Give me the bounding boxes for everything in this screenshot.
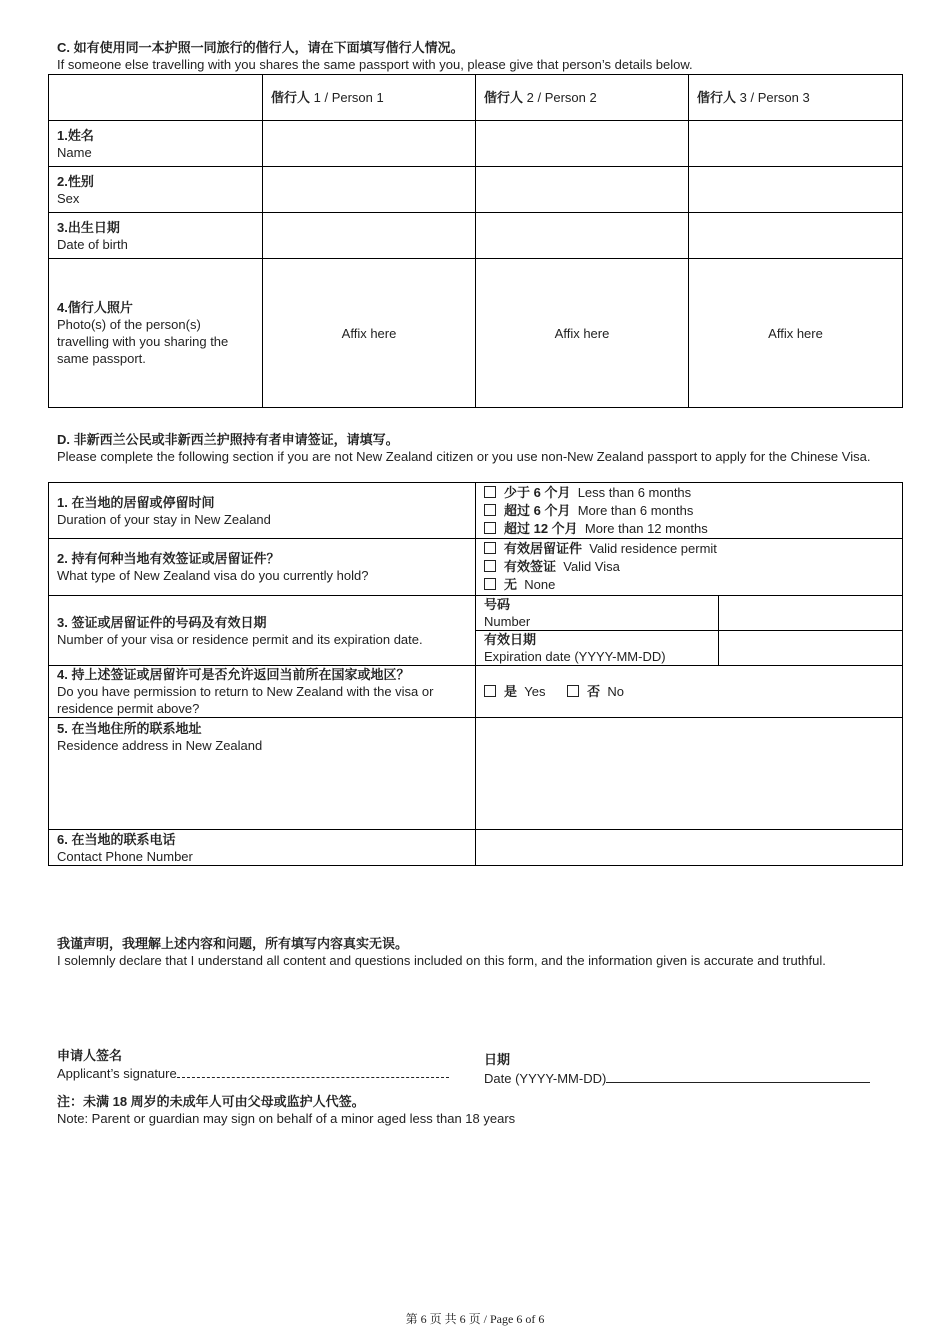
section-d-title-cn: D. 非新西兰公民或非新西兰护照持有者申请签证，请填写。 (57, 432, 399, 447)
dob-person-1-field[interactable] (263, 213, 476, 259)
signature-label-en: Applicant’s signature (57, 1066, 177, 1081)
date-line-row (484, 1070, 870, 1087)
checkbox[interactable] (484, 486, 496, 498)
sex-person-3-field[interactable] (689, 167, 903, 213)
row-dob (49, 213, 903, 259)
residence-table (48, 482, 903, 866)
page-footer: 第 6 页 共 6 页 / Page 6 of 6 (405, 1312, 545, 1326)
checkbox[interactable] (484, 504, 496, 516)
declaration-cn: 我谨声明，我理解上述内容和问题，所有填写内容真实无误。 (57, 936, 409, 951)
q5-address-field[interactable] (476, 718, 903, 830)
row-label: 2.性别 Sex (49, 167, 263, 213)
signature-line-row (57, 1065, 449, 1082)
row-photo (49, 259, 903, 408)
q1-option-less-6[interactable]: 少于 6 个月 Less than 6 months (484, 484, 894, 502)
section-c-title-cn: C. 如有使用同一本护照一同旅行的偕行人，请在下面填写偕行人情况。 (57, 40, 464, 55)
header-person-3: 偕行人 3 / Person 3 (689, 75, 903, 121)
photo-person-3-slot[interactable]: Affix here (689, 259, 903, 408)
row-label: 4.偕行人照片 Photo(s) of the person(s) travelling with you sharing the same passport. (49, 259, 263, 408)
note-cn: 注：未满 18 周岁的未成年人可由父母或监护人代签。 (57, 1094, 365, 1109)
q4-options (476, 666, 903, 718)
q1-label: 1. 在当地的居留或停留时间 Duration of your stay in New Zealand (49, 483, 476, 539)
companion-table (48, 74, 903, 408)
q2-option-none[interactable]: 无 None (484, 576, 894, 594)
q2-option-residence-permit[interactable]: 有效居留证件 Valid residence permit (484, 540, 894, 558)
checkbox[interactable] (484, 542, 496, 554)
note-en: Note: Parent or guardian may sign on behalf of a minor aged less than 18 years (57, 1111, 516, 1126)
name-person-3-field[interactable] (689, 121, 903, 167)
row-sex (49, 167, 903, 213)
q1-option-more-12[interactable]: 超过 12 个月 More than 12 months (484, 520, 894, 538)
q3-expiry-label: 有效日期 Expiration date (YYYY-MM-DD) (476, 631, 719, 666)
q3-number-label: 号码 Number (476, 596, 719, 631)
photo-person-2-slot[interactable]: Affix here (476, 259, 689, 408)
dob-person-2-field[interactable] (476, 213, 689, 259)
checkbox[interactable] (484, 578, 496, 590)
q4-option-no[interactable]: 否 No (567, 684, 624, 699)
q6-phone-field[interactable] (476, 830, 903, 866)
date-line[interactable] (606, 1070, 870, 1083)
signature-label-cn: 申请人签名 (57, 1048, 123, 1063)
signature-line[interactable] (177, 1065, 449, 1078)
section-d-title-en: Please complete the following section if you are not New Zealand citizen or you use non-New Zealand passport to apply for the Chinese Visa. (57, 449, 871, 464)
sex-person-1-field[interactable] (263, 167, 476, 213)
checkbox[interactable] (484, 685, 496, 697)
date-label-cn: 日期 (484, 1052, 511, 1067)
header-person-1: 偕行人 1 / Person 1 (263, 75, 476, 121)
q4-label: 4. 持上述签证或居留许可是否允许返回当前所在国家或地区？ Do you have permission to return to New Zealand with the visa or residence permit above? (49, 666, 476, 718)
name-person-1-field[interactable] (263, 121, 476, 167)
dob-person-3-field[interactable] (689, 213, 903, 259)
date-label-en: Date (YYYY-MM-DD) (484, 1071, 607, 1086)
sex-person-2-field[interactable] (476, 167, 689, 213)
q3-label: 3. 签证或居留证件的号码及有效日期 Number of your visa or residence permit and its expiration date. (49, 596, 476, 666)
q2-label: 2. 持有何种当地有效签证或居留证件？ What type of New Zealand visa do you currently hold? (49, 539, 476, 596)
q3-number-field[interactable] (719, 596, 903, 631)
header-person-2: 偕行人 2 / Person 2 (476, 75, 689, 121)
photo-person-1-slot[interactable]: Affix here (263, 259, 476, 408)
header-blank-cell (49, 75, 263, 121)
checkbox[interactable] (484, 522, 496, 534)
q4-option-yes[interactable]: 是 Yes (484, 684, 545, 699)
row-label: 1.姓名 Name (49, 121, 263, 167)
name-person-2-field[interactable] (476, 121, 689, 167)
q6-label: 6. 在当地的联系电话 Contact Phone Number (49, 830, 476, 866)
declaration-en: I solemnly declare that I understand all content and questions included on this form, and the information given is accurate and truthful. (57, 953, 826, 968)
row-label: 3.出生日期 Date of birth (49, 213, 263, 259)
q3-expiry-field[interactable] (719, 631, 903, 666)
section-c-title-en: If someone else travelling with you shares the same passport with you, please give that person’s details below. (57, 57, 693, 72)
q2-options (476, 539, 903, 596)
q1-option-more-6[interactable]: 超过 6 个月 More than 6 months (484, 502, 894, 520)
checkbox[interactable] (567, 685, 579, 697)
q1-options (476, 483, 903, 539)
checkbox[interactable] (484, 560, 496, 572)
q2-option-valid-visa[interactable]: 有效签证 Valid Visa (484, 558, 894, 576)
q5-label: 5. 在当地住所的联系地址 Residence address in New Zealand (49, 718, 476, 830)
row-name (49, 121, 903, 167)
